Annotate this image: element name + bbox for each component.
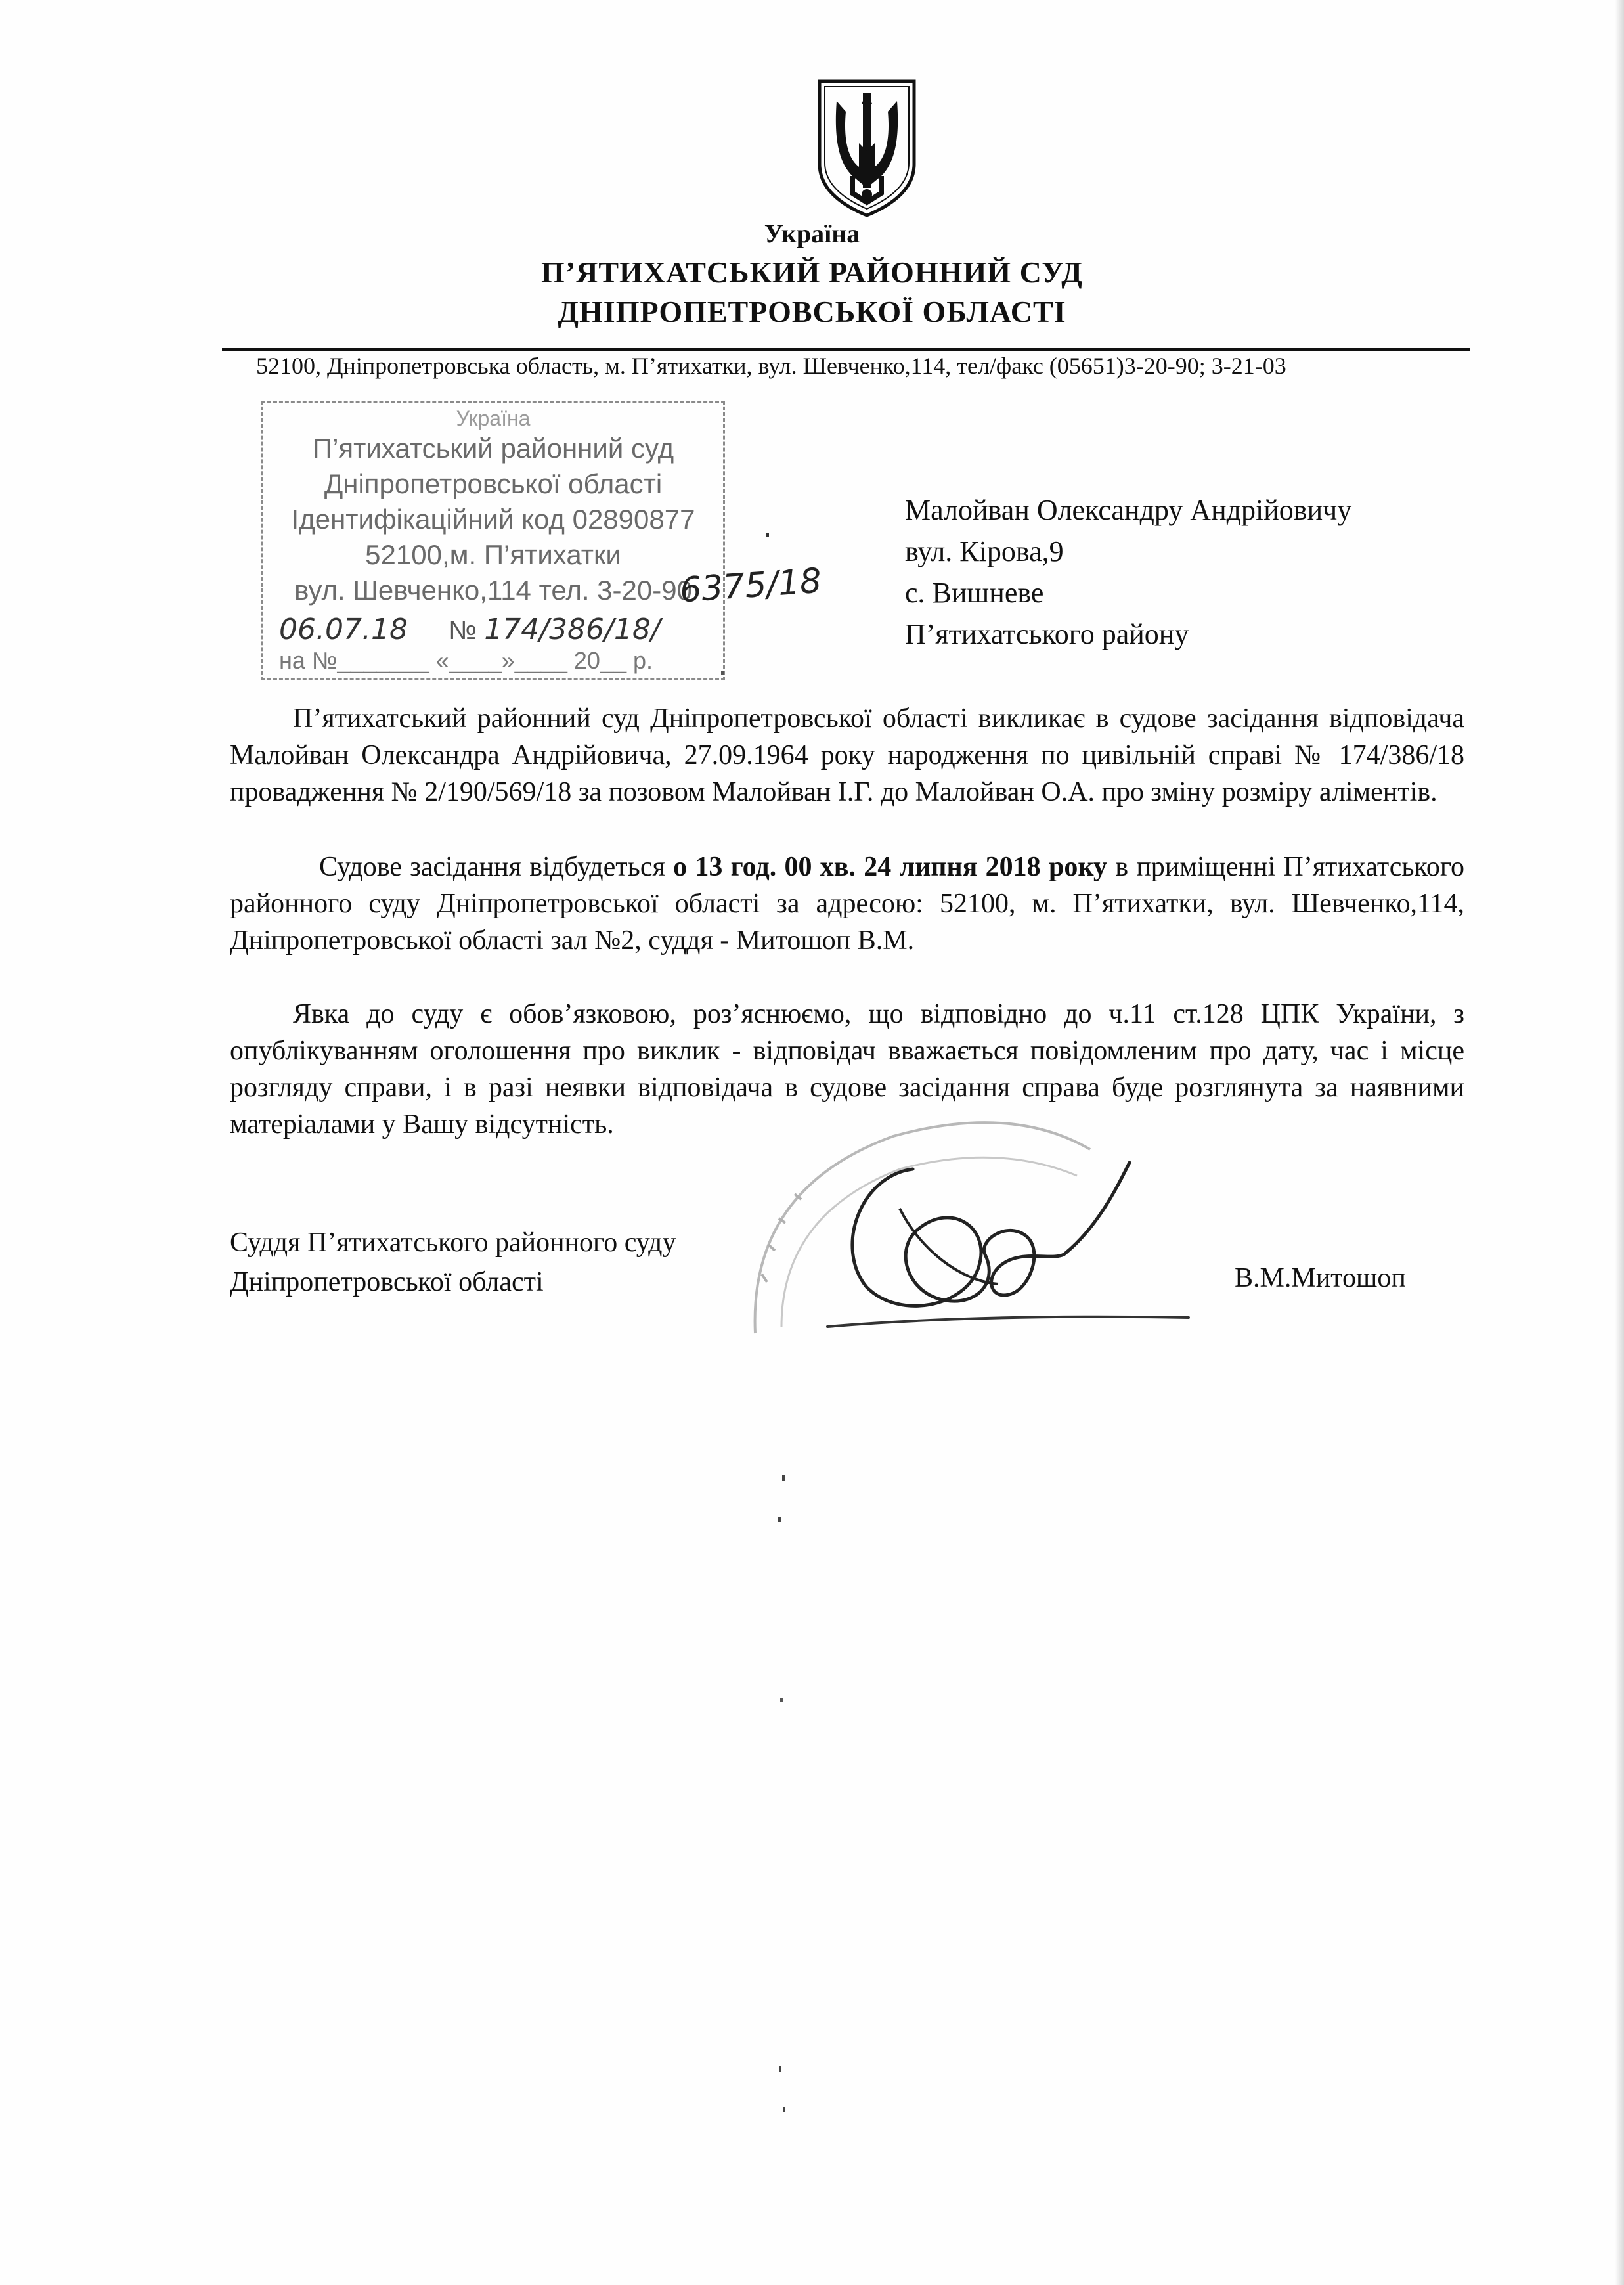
summons-paragraph: П’ятихатський районний суд Дніпропетровської області викликає в судове засідання відповідача Малойван Олександра Андрійовича, 27.09.1964 року народження по цивільній справі № 174/386/18 провадження № 2/190/569/18 за позовом Малойван І.Г. до Малойван О.А. про зміну розміру аліментів. xyxy=(230,703,1464,807)
recipient-name: Малойван Олександру Андрійовичу xyxy=(905,494,1352,526)
attendance-paragraph: Явка до суду є обов’язковою, роз’яснюємо, що відповідно до ч.11 ст.128 ЦПК України, з опублікуванням оголошення про виклик - відповідач вважається повідомленим про дату, час і місце розгляду справи, і в разі неявки відповідача в судове засідання справа буде розглянута за наявними матеріалами у Вашу відсутність. xyxy=(230,999,1464,1140)
judge-name: В.М.Митошоп xyxy=(1235,1263,1406,1293)
judge-title-line1: Суддя П’ятихатського районного суду xyxy=(230,1228,676,1258)
court-address: 52100, Дніпропетровська область, м. П’ятихатки, вул. Шевченко,114, тел/факс (05651)3-20-90; 3-21-03 xyxy=(256,353,1286,379)
judge-title-line2: Дніпропетровської області xyxy=(230,1267,544,1297)
court-region-heading: ДНІПРОПЕТРОВСЬКОЇ ОБЛАСТІ xyxy=(558,295,1066,328)
recipient-village: с. Вишневе xyxy=(905,577,1044,609)
country-heading: Україна xyxy=(764,219,860,248)
stamp-line: вул. Шевченко,114 тел. 3-20-90 xyxy=(294,575,692,606)
recipient-street: вул. Кірова,9 xyxy=(905,535,1064,567)
stamp-line: Ідентифікаційний код 02890877 xyxy=(291,504,695,535)
hearing-datetime: о 13 год. 00 хв. 24 липня 2018 року xyxy=(673,852,1107,882)
stamp-line: 52100,м. П’ятихатки xyxy=(365,539,621,570)
hearing-text-after: в приміщенні П’ятихатського районного суду Дніпропетровської області за адресою: 52100, м. П’ятихатки, вул. Шевченко,114, Дніпропетровської області зал №2, суддя - Митошоп В.М. xyxy=(230,852,1465,956)
stamp-reference-line: на №_______ «____»____ 20__ р. xyxy=(279,647,653,674)
stamp-date: 06.07.18 xyxy=(279,613,408,646)
stamp-case-number: 174/386/18/ xyxy=(484,613,661,646)
stamp-number-label: № xyxy=(449,616,477,645)
handwritten-registration-number: 6375/18 xyxy=(678,561,823,611)
hearing-text-before: Судове засідання відбудеться xyxy=(319,852,674,882)
stamp-line: П’ятихатський районний суд xyxy=(312,433,674,464)
recipient-district: П’ятихатського району xyxy=(905,618,1189,650)
stamp-line: Дніпропетровської області xyxy=(324,468,663,499)
court-name-heading: П’ЯТИХАТСЬКИЙ РАЙОННИЙ СУД xyxy=(541,255,1083,289)
stamp-line: Україна xyxy=(456,407,531,430)
